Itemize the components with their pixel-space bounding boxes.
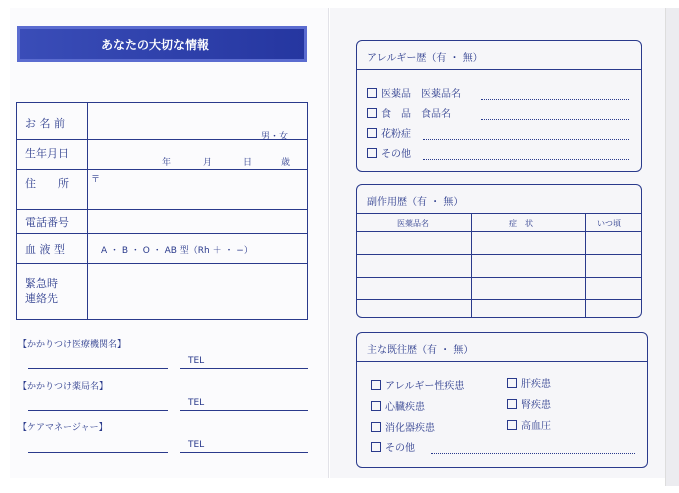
- history-item-heart[interactable]: [371, 398, 425, 413]
- pharmacy-tel-line[interactable]: [180, 410, 308, 411]
- history-item-label: 心臓疾患: [385, 402, 425, 413]
- write-line[interactable]: [423, 159, 629, 160]
- clinic-label: 【かかりつけ医療機関名】: [18, 340, 127, 350]
- row-name: [17, 103, 307, 140]
- allergy-item-label: 食 品: [381, 109, 411, 120]
- allergy-item-sub: 食品名: [421, 109, 451, 120]
- allergy-item-sub: 医薬品名: [421, 89, 461, 100]
- caremanager-tel: TEL: [188, 440, 205, 450]
- blood-label: 血 液 型: [25, 243, 65, 256]
- col-when: いつ頃: [597, 219, 621, 228]
- side-effect-box: [356, 184, 642, 318]
- history-item-label: 肝疾患: [521, 379, 551, 390]
- row-address: [17, 169, 307, 210]
- checkbox-icon[interactable]: [367, 128, 377, 138]
- row-emergency: [17, 263, 307, 319]
- write-line[interactable]: [481, 99, 629, 100]
- history-item-label: 高血圧: [521, 421, 551, 432]
- history-title: 主な既往歴（有 ・ 無）: [367, 345, 474, 356]
- table-line: [357, 254, 641, 255]
- allergy-item-label: その他: [381, 149, 411, 160]
- table-line: [471, 213, 472, 317]
- allergy-title: アレルギー歴（有 ・ 無）: [367, 53, 483, 64]
- row-dob: [17, 139, 307, 170]
- history-item-label: 消化器疾患: [385, 423, 435, 434]
- emergency-label-2: 連絡先: [25, 292, 58, 305]
- history-header: [357, 333, 647, 362]
- address-label: 住 所: [25, 177, 69, 190]
- history-item-digestive[interactable]: [371, 419, 435, 434]
- clinic-line[interactable]: [28, 368, 168, 369]
- pharmacy-tel: TEL: [188, 398, 205, 408]
- table-line: [357, 231, 641, 232]
- emergency-label-1: 緊急時: [25, 277, 58, 290]
- table-line: [357, 299, 641, 300]
- allergy-item-label: 医薬品: [381, 89, 411, 100]
- caremanager-tel-line[interactable]: [180, 452, 308, 453]
- caremanager-label: 【ケアマネージャー】: [18, 423, 108, 433]
- clinic-tel-line[interactable]: [180, 368, 308, 369]
- checkbox-icon[interactable]: [367, 88, 377, 98]
- table-line: [357, 277, 641, 278]
- checkbox-icon[interactable]: [507, 399, 517, 409]
- allergy-item-medicine[interactable]: [367, 85, 461, 100]
- history-item-label: 腎疾患: [521, 400, 551, 411]
- title-banner: [17, 26, 307, 62]
- row-blood: [17, 233, 307, 264]
- page-edge: [665, 8, 679, 486]
- caremanager-line[interactable]: [28, 452, 168, 453]
- pharmacy-label: 【かかりつけ薬局名】: [18, 382, 109, 392]
- write-line[interactable]: [423, 139, 629, 140]
- row-phone: [17, 209, 307, 234]
- banner-title: あなたの大切な情報: [101, 38, 210, 52]
- checkbox-icon[interactable]: [367, 108, 377, 118]
- allergy-item-label: 花粉症: [381, 129, 411, 140]
- history-item-label: その他: [385, 443, 415, 454]
- history-item-label: アレルギー性疾患: [385, 381, 465, 392]
- clinic-tel: TEL: [188, 356, 205, 366]
- postal-mark: 〒: [91, 175, 101, 185]
- blood-options[interactable]: A ・ B ・ O ・ AB 型（Rh ＋ ・ −）: [101, 246, 253, 256]
- allergy-item-other[interactable]: [367, 145, 411, 160]
- table-line: [585, 213, 586, 317]
- history-item-kidney[interactable]: [507, 396, 551, 411]
- history-item-allergy[interactable]: [371, 377, 464, 392]
- allergy-box: [356, 40, 642, 172]
- phone-label: 電話番号: [25, 216, 69, 229]
- checkbox-icon[interactable]: [507, 420, 517, 430]
- allergy-header: [357, 41, 641, 70]
- name-label: お 名 前: [25, 117, 65, 130]
- side-effect-title: 副作用歴（有 ・ 無）: [367, 197, 464, 208]
- gender-text[interactable]: 男・女: [261, 132, 289, 142]
- checkbox-icon[interactable]: [371, 442, 381, 452]
- write-line[interactable]: [431, 453, 635, 454]
- history-item-liver[interactable]: [507, 375, 551, 390]
- personal-info-table: [16, 102, 308, 320]
- history-item-bp[interactable]: [507, 417, 551, 432]
- col-symptom: 症 状: [509, 219, 533, 228]
- checkbox-icon[interactable]: [371, 422, 381, 432]
- allergy-item-pollen[interactable]: [367, 125, 411, 140]
- dob-age: 歳: [281, 158, 291, 168]
- col-medicine: 医薬品名: [397, 219, 429, 228]
- dob-month: 月: [203, 158, 213, 168]
- pharmacy-line[interactable]: [28, 410, 168, 411]
- checkbox-icon[interactable]: [371, 380, 381, 390]
- side-effect-header: [357, 185, 641, 214]
- dob-label: 生年月日: [25, 147, 69, 160]
- history-item-other[interactable]: [371, 439, 415, 454]
- allergy-item-food[interactable]: [367, 105, 451, 120]
- history-box: [356, 332, 648, 468]
- write-line[interactable]: [481, 119, 629, 120]
- checkbox-icon[interactable]: [371, 401, 381, 411]
- dob-day: 日: [243, 158, 253, 168]
- dob-year: 年: [162, 158, 172, 168]
- checkbox-icon[interactable]: [507, 378, 517, 388]
- checkbox-icon[interactable]: [367, 148, 377, 158]
